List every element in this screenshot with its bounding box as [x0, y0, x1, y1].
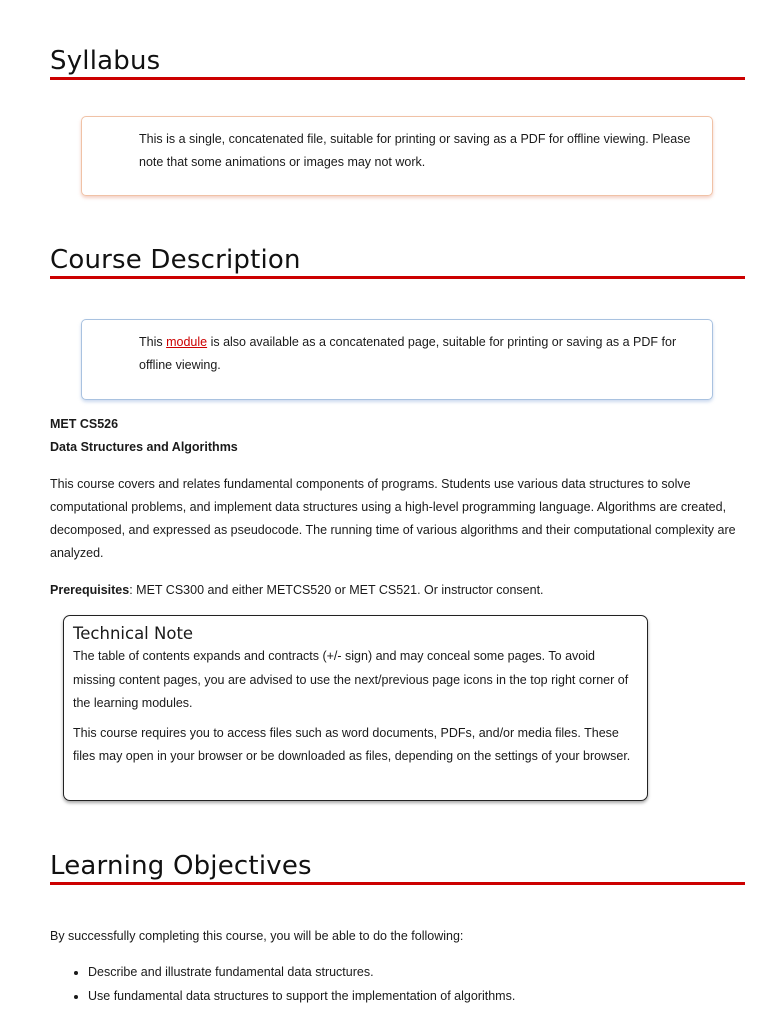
prerequisites-line: [50, 579, 745, 602]
pdf-notice-box: [81, 116, 713, 196]
course-description-heading: Course Description: [50, 245, 745, 279]
list-item: • Use fundamental data structures to support the implementation of algorithms.: [88, 984, 515, 1008]
course-code: MET CS526: [50, 417, 119, 431]
learning-objectives-intro: By successfully completing this course, you will be able to do the following:: [50, 929, 464, 943]
module-link[interactable]: module: [166, 335, 208, 349]
learning-objectives-list: [50, 960, 515, 1008]
list-item: • Describe and illustrate fundamental data structures.: [88, 960, 515, 984]
prerequisites-label: Prerequisites: [50, 583, 130, 597]
course-description-text: This course covers and relates fundamental components of programs. Students use various data structures to solve computational problems, and implement data structures using a high-level programming language. Algorithms are created, decomposed, and expressed as pseudocode. The running time of various algorithms and their computational complexity are analyzed.: [50, 477, 736, 560]
module-notice-prefix: This: [139, 335, 167, 349]
module-notice-suffix: is also available as a concatenated page, suitable for printing or saving as a PDF for offline viewing.: [139, 335, 677, 372]
prerequisites-text: : MET CS300 and either METCS520 or MET CS521. Or instructor consent.: [129, 583, 544, 597]
syllabus-heading: Syllabus: [50, 46, 745, 80]
pdf-notice-text: This is a single, concatenated file, suitable for printing or saving as a PDF for offline viewing. Please note that some animations or images may not work.: [139, 132, 691, 169]
course-name: Data Structures and Algorithms: [50, 440, 238, 454]
technical-note-para-2: This course requires you to access files such as word documents, PDFs, and/or media files. These files may open in your browser or be downloaded as files, depending on the settings of your browser.: [73, 725, 631, 763]
module-notice-box: [81, 319, 713, 400]
learning-objectives-heading: Learning Objectives: [50, 851, 745, 885]
technical-note-para-1: The table of contents expands and contracts (+/- sign) and may conceal some pages. To avoid missing content pages, you are advised to use the next/previous page icons in the top right corner of the learning modules.: [73, 649, 629, 710]
technical-note-title: Technical Note: [73, 624, 194, 643]
technical-note-box: [63, 615, 648, 801]
